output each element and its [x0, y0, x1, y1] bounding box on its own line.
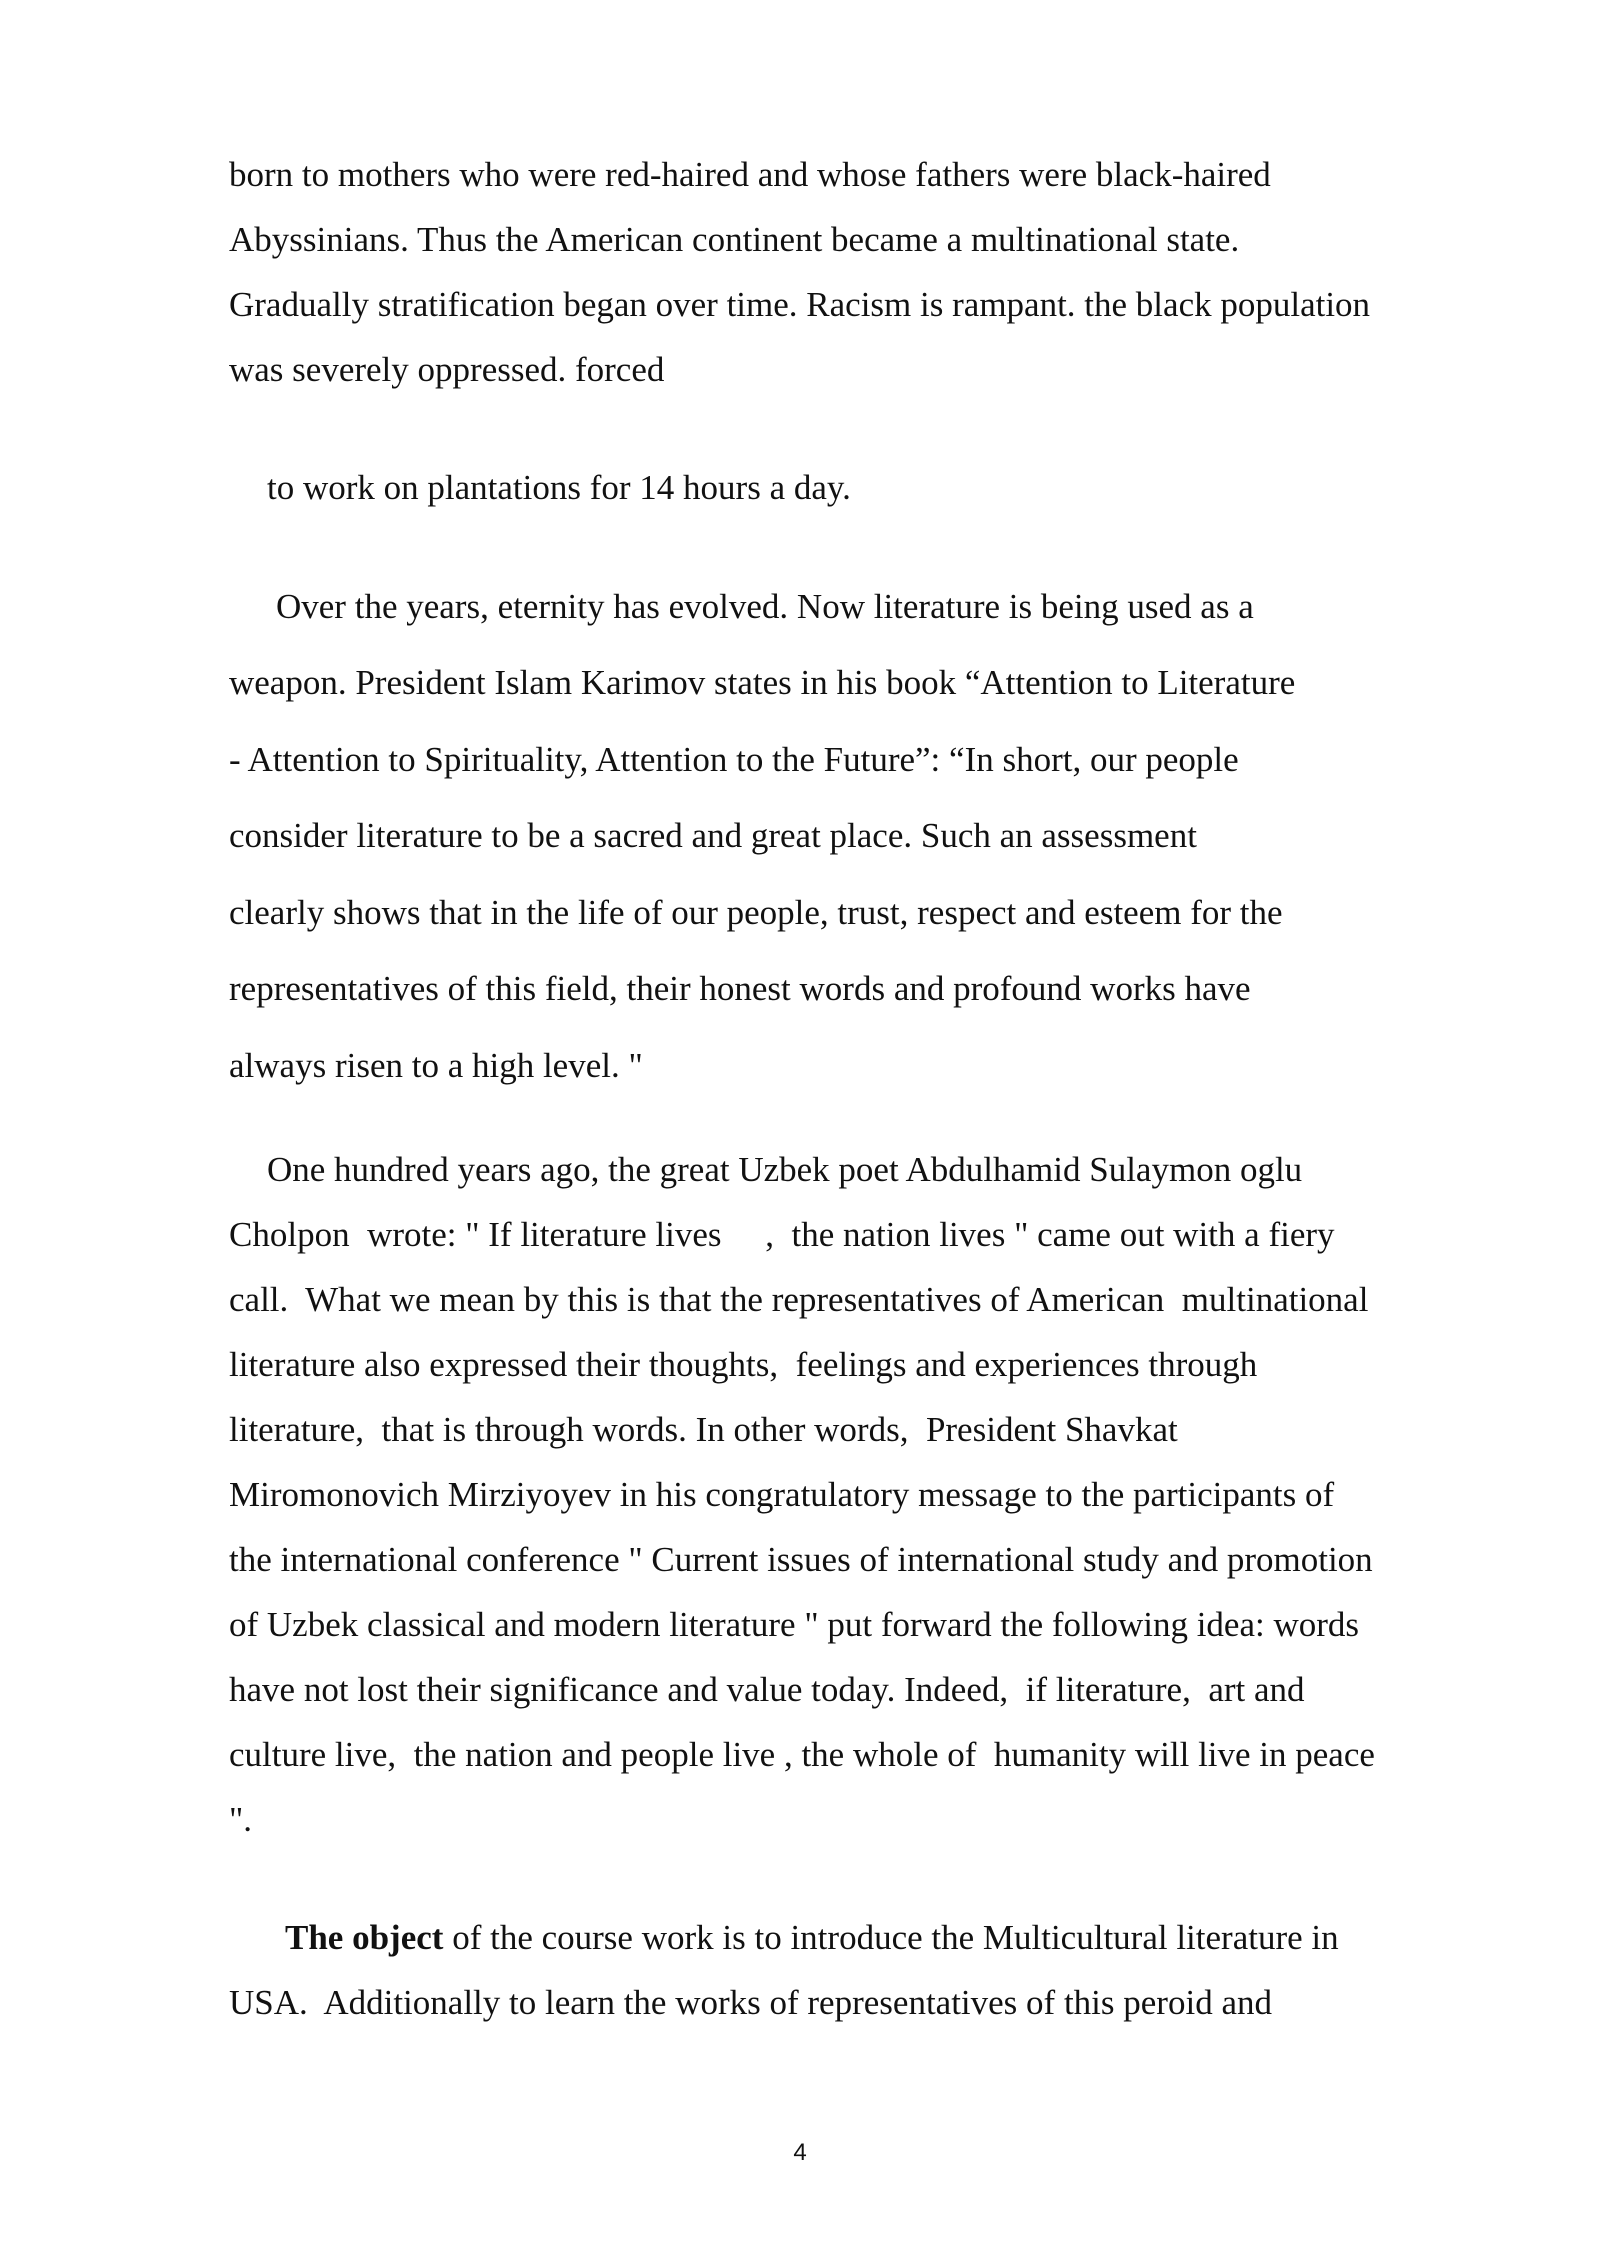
paragraph-4-line-11: ".	[229, 1800, 253, 1839]
paragraph-1-line-2: Abyssinians. Thus the American continent became a multinational state.	[229, 220, 1240, 259]
paragraph-3-line-4: consider literature to be a sacred and great place. Such an assessment	[229, 816, 1197, 855]
paragraph-3-line-6: representatives of this field, their honest words and profound works have	[229, 969, 1251, 1008]
paragraph-3-line-3: - Attention to Spirituality, Attention to the Future”: “In short, our people	[229, 740, 1239, 779]
paragraph-1-line-4: was severely oppressed. forced	[229, 350, 665, 389]
paragraph-4-line-6: Miromonovich Mirziyoyev in his congratulatory message to the participants of	[229, 1475, 1335, 1514]
paragraph-4-line-1: One hundred years ago, the great Uzbek poet Abdulhamid Sulaymon oglu	[267, 1150, 1303, 1189]
paragraph-4-line-10: culture live, the nation and people live , the whole of humanity will live in peace	[229, 1735, 1375, 1774]
paragraph-3-line-1: Over the years, eternity has evolved. Now literature is being used as a	[276, 587, 1254, 626]
paragraph-1-line-3: Gradually stratification began over time. Racism is rampant. the black population	[229, 285, 1371, 324]
paragraph-3-line-7: always risen to a high level. "	[229, 1046, 643, 1085]
paragraph-4-line-9: have not lost their significance and value today. Indeed, if literature, art and	[229, 1670, 1305, 1709]
object-bold-lead: The object	[285, 1918, 444, 1957]
paragraph-5-line-1-rest: of the course work is to introduce the Multicultural literature in	[443, 1918, 1339, 1957]
paragraph-4-line-3: call. What we mean by this is that the representatives of American multinational	[229, 1280, 1369, 1319]
page-number: 4	[793, 2139, 807, 2166]
paragraph-4-line-2: Cholpon wrote: " If literature lives , the nation lives " came out with a fiery	[229, 1215, 1335, 1254]
paragraph-1-line-1: born to mothers who were red-haired and whose fathers were black-haired	[229, 155, 1271, 194]
paragraph-5-line-2: USA. Additionally to learn the works of representatives of this peroid and	[229, 1983, 1272, 2022]
paragraph-3-line-2: weapon. President Islam Karimov states in his book “Attention to Literature	[229, 663, 1296, 702]
paragraph-4-line-8: of Uzbek classical and modern literature " put forward the following idea: words	[229, 1605, 1360, 1644]
paragraph-4-line-7: the international conference " Current issues of international study and promotion	[229, 1540, 1373, 1579]
paragraph-5-line-1	[285, 1918, 1339, 1958]
paragraph-2-line-1: to work on plantations for 14 hours a day.	[267, 468, 851, 507]
paragraph-3-line-5: clearly shows that in the life of our people, trust, respect and esteem for the	[229, 893, 1283, 932]
paragraph-4-line-4: literature also expressed their thoughts, feelings and experiences through	[229, 1345, 1258, 1384]
paragraph-4-line-5: literature, that is through words. In other words, President Shavkat	[229, 1410, 1178, 1449]
